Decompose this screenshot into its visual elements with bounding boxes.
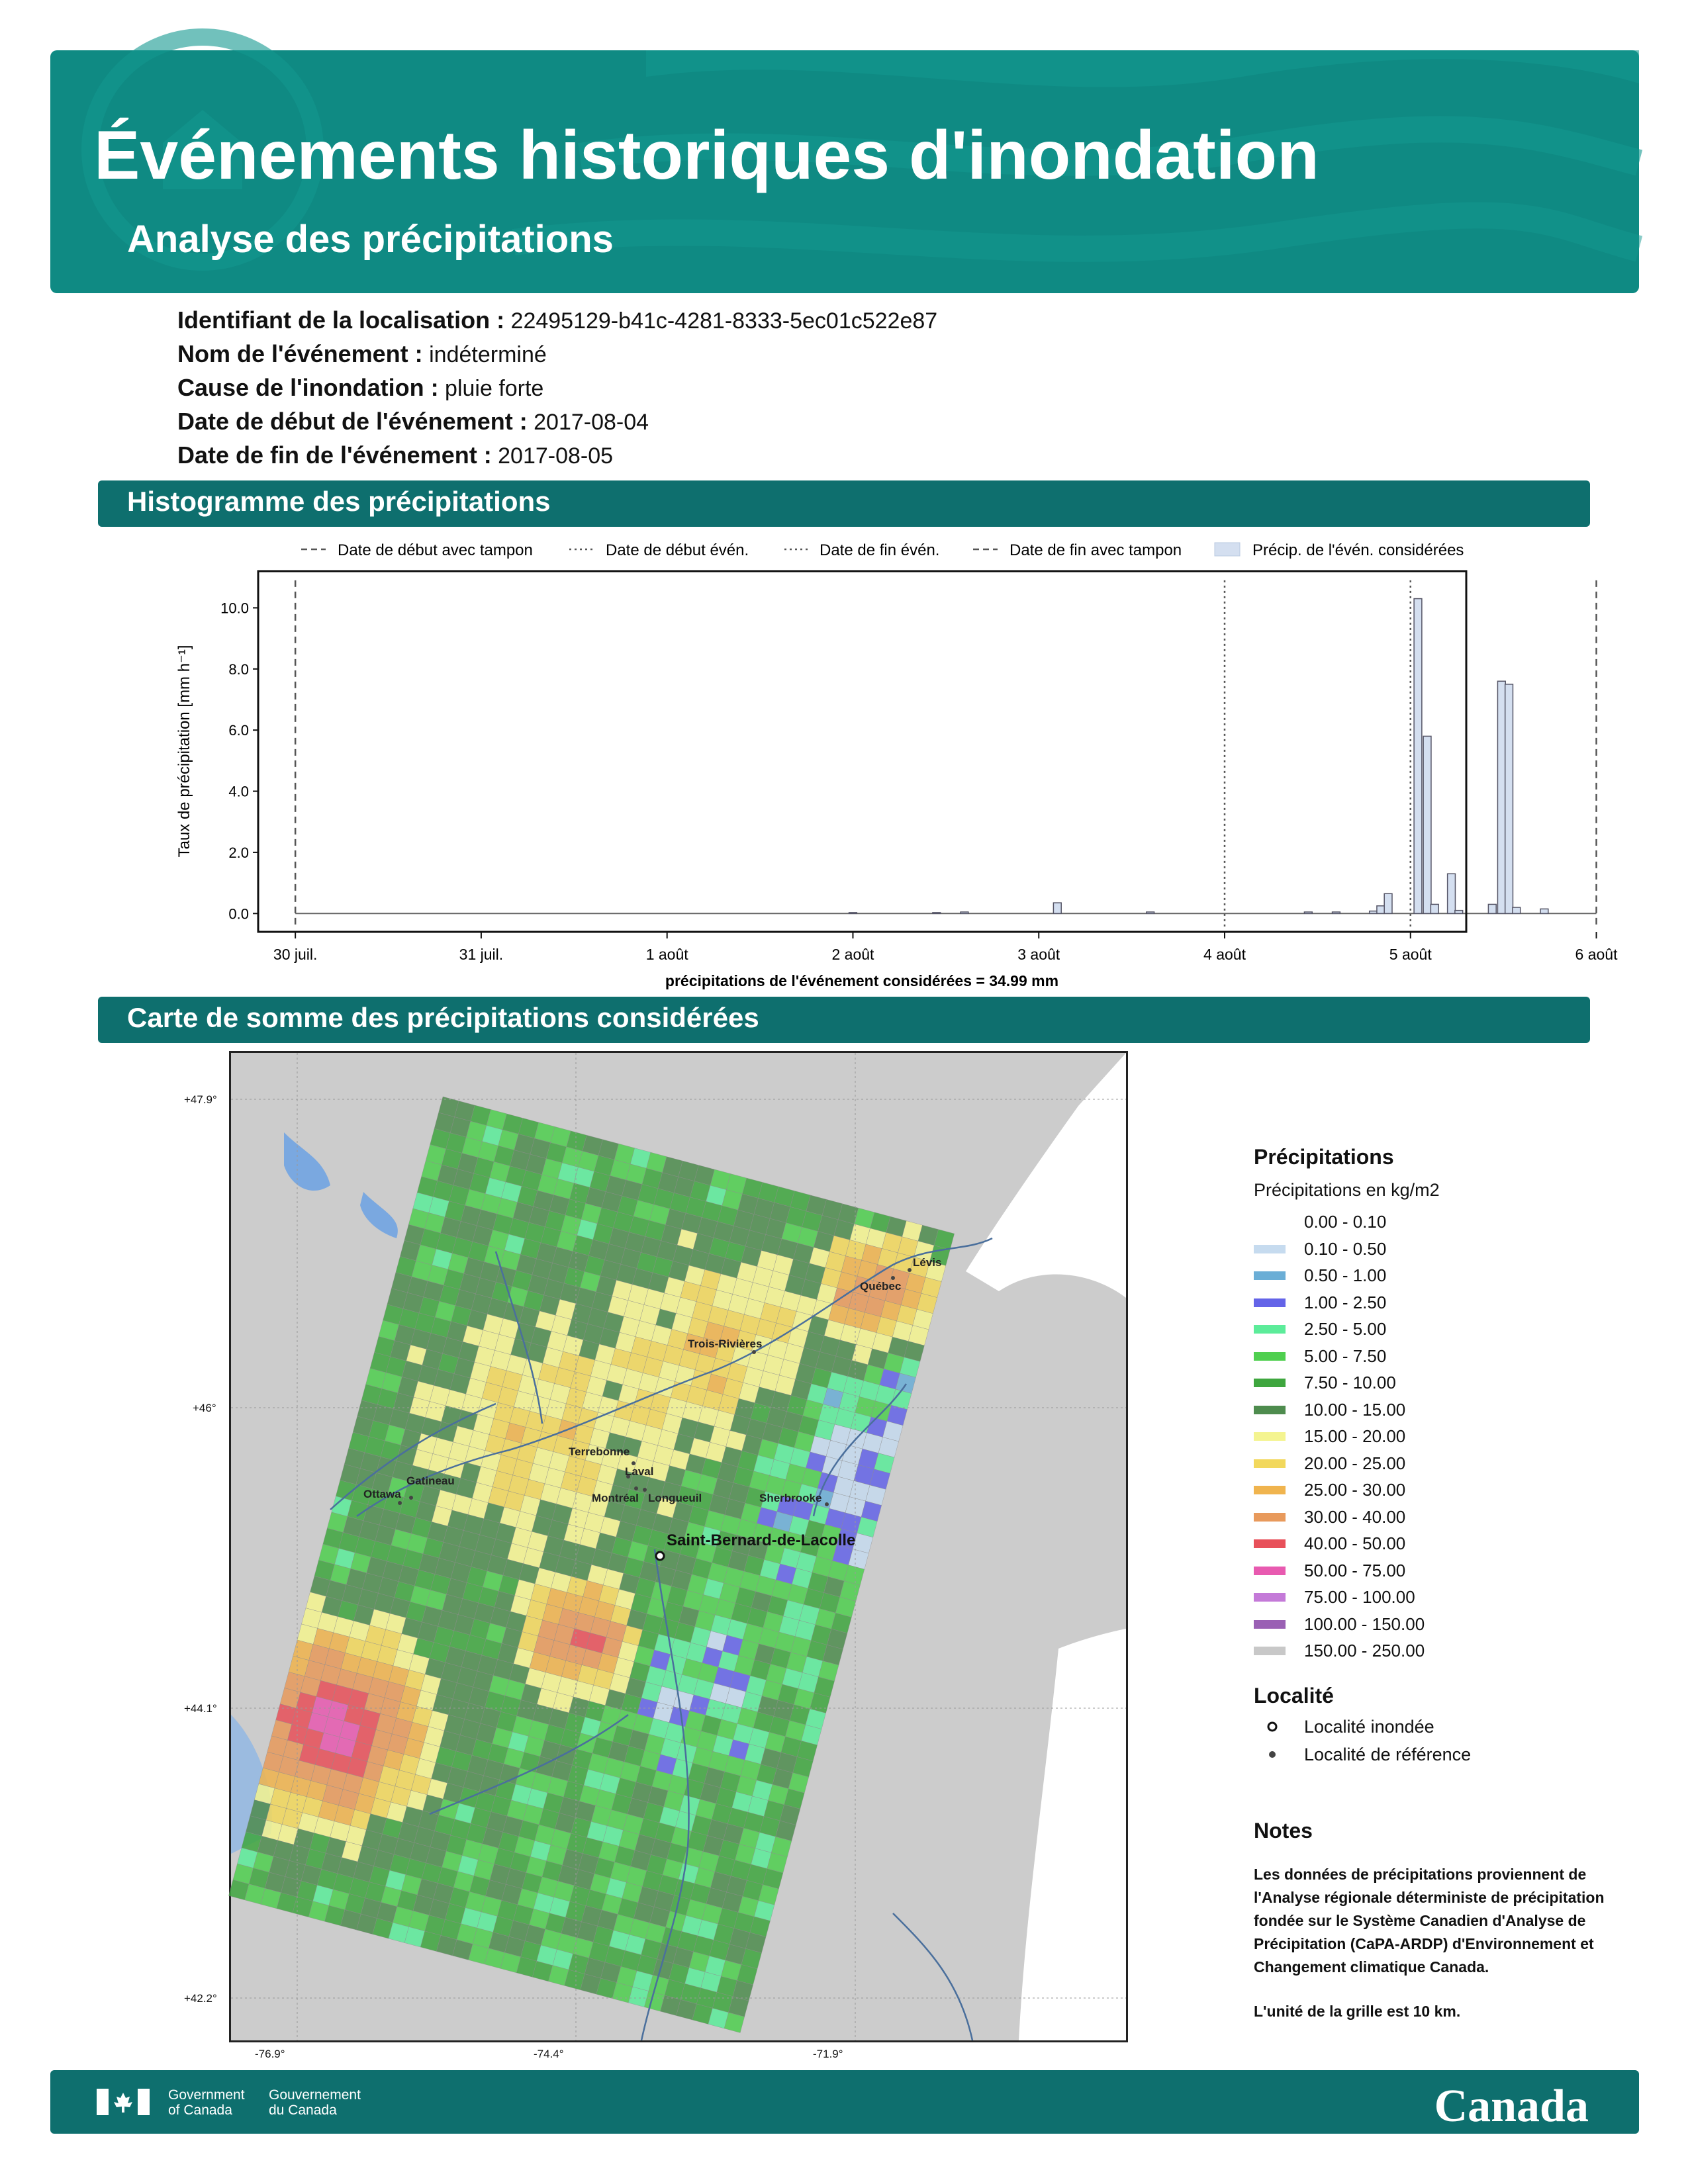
flooded-locality-label: Saint-Bernard-de-Lacolle <box>667 1531 856 1549</box>
info-value: pluie forte <box>445 376 544 401</box>
precip-bar <box>1448 874 1456 913</box>
info-label: Date de fin de l'événement : <box>177 441 492 469</box>
info-row-end-date <box>177 438 937 472</box>
legend-swatch <box>1254 1218 1286 1226</box>
precip-bar <box>1423 736 1431 913</box>
legend-swatch <box>1254 1593 1286 1602</box>
gov-en <box>168 2087 245 2118</box>
legend-swatch <box>1254 1620 1286 1629</box>
info-label: Identifiant de la localisation : <box>177 306 505 334</box>
locality-flooded-item <box>1254 1713 1471 1740</box>
legend-item <box>1254 1289 1624 1316</box>
info-value: 2017-08-04 <box>534 410 649 435</box>
info-row-event-name <box>177 337 937 371</box>
locality-flooded-label: Localité inondée <box>1304 1717 1434 1737</box>
x-tick-label: 6 août <box>1575 946 1618 963</box>
locality-reference-item <box>1254 1741 1471 1768</box>
info-row-start-date <box>177 404 937 438</box>
info-value: indéterminé <box>429 342 547 367</box>
legend-item <box>1254 1477 1624 1504</box>
info-label: Date de début de l'événement : <box>177 408 528 435</box>
legend-label: 10.00 - 15.00 <box>1304 1399 1406 1420</box>
legend-item <box>1254 1316 1624 1343</box>
legend-label: 50.00 - 75.00 <box>1304 1560 1406 1580</box>
legend-label: 0.00 - 0.10 <box>1304 1212 1387 1232</box>
map-section-title: Carte de somme des précipitations considérées <box>127 1002 759 1033</box>
legend-event-start: Date de début évén. <box>606 541 749 559</box>
histogram-section-header <box>98 480 1590 527</box>
lon-label: -71.9° <box>813 2048 843 2060</box>
open-circle-icon <box>1266 1720 1279 1733</box>
legend-item <box>1254 1343 1624 1370</box>
legend-item <box>1254 1637 1624 1664</box>
city-label: Montréal <box>592 1492 639 1504</box>
precip-bar <box>1147 912 1154 913</box>
info-row-location-id <box>177 303 937 337</box>
x-tick-label: 5 août <box>1389 946 1432 963</box>
legend-swatch <box>1254 1539 1286 1548</box>
legend-label: 75.00 - 100.00 <box>1304 1587 1415 1607</box>
legend-swatch <box>1254 1271 1286 1280</box>
canada-wordmark: Canada <box>1434 2081 1589 2132</box>
histogram-plot-area <box>220 580 1618 963</box>
notes-title: Notes <box>1254 1819 1313 1843</box>
legend-swatch <box>1254 1432 1286 1441</box>
legend-event-end: Date de fin évén. <box>820 541 940 559</box>
map-legend <box>1254 1145 1624 1664</box>
legend-item <box>1254 1557 1624 1584</box>
legend-swatch <box>1254 1298 1286 1307</box>
precip-bar <box>1540 909 1548 913</box>
legend-swatch <box>1254 1567 1286 1575</box>
legend-label: 30.00 - 40.00 <box>1304 1506 1406 1527</box>
legend-label: 0.10 - 0.50 <box>1304 1238 1387 1259</box>
legend-swatch <box>1254 1647 1286 1655</box>
lat-label: +42.2° <box>184 1992 217 2005</box>
precip-bar <box>1384 893 1392 913</box>
y-tick-label: 2.0 <box>228 844 249 861</box>
legend-item <box>1254 1450 1624 1477</box>
city-label: Longueuil <box>648 1492 702 1504</box>
info-value: 22495129-b41c-4281-8333-5ec01c522e87 <box>510 308 938 334</box>
legend-label: 1.00 - 2.50 <box>1304 1292 1387 1312</box>
legend-label: 0.50 - 1.00 <box>1304 1265 1387 1285</box>
gov-fr-line-2: du Canada <box>269 2103 337 2118</box>
city-label: Laval <box>625 1465 654 1478</box>
map-section-header <box>98 997 1590 1043</box>
legend-item <box>1254 1262 1624 1289</box>
x-tick-label: 30 juil. <box>273 946 318 963</box>
info-value: 2017-08-05 <box>498 443 614 469</box>
y-tick-label: 4.0 <box>228 783 249 800</box>
legend-label: 100.00 - 150.00 <box>1304 1614 1425 1634</box>
legend-swatch <box>1254 1379 1286 1387</box>
precip-bar <box>1304 912 1312 913</box>
precip-bar <box>1053 903 1061 913</box>
legend-item <box>1254 1369 1624 1396</box>
x-axis-label: précipitations de l'événement considérées = 34.99 mm <box>665 972 1059 989</box>
legend-item <box>1254 1504 1624 1531</box>
city-label: Québec <box>860 1280 902 1293</box>
legend-swatch <box>1254 1352 1286 1361</box>
y-axis-label: Taux de précipitation [mm h⁻¹] <box>175 645 193 858</box>
city-label: Gatineau <box>406 1475 455 1487</box>
legend-bars: Précip. de l'évén. considérées <box>1252 541 1464 559</box>
gov-en-line-2: of Canada <box>168 2103 232 2118</box>
gov-en-line-1: Government <box>168 2087 245 2103</box>
legend-label: 20.00 - 25.00 <box>1304 1453 1406 1473</box>
locality-legend <box>1254 1684 1471 1768</box>
precipitation-histogram <box>152 529 1618 993</box>
legend-label: 25.00 - 30.00 <box>1304 1480 1406 1500</box>
legend-label: 2.50 - 5.00 <box>1304 1319 1387 1339</box>
precip-bar <box>1497 681 1505 913</box>
info-label: Cause de l'inondation : <box>177 374 439 401</box>
x-tick-label: 2 août <box>831 946 874 963</box>
legend-label: 5.00 - 7.50 <box>1304 1345 1387 1366</box>
city-label: Terrebonne <box>569 1445 630 1458</box>
canada-flag-icon <box>97 2089 150 2115</box>
x-tick-label: 3 août <box>1017 946 1060 963</box>
histogram-section-title: Histogramme des précipitations <box>127 486 551 517</box>
lat-label: +44.1° <box>184 1702 217 1715</box>
y-tick-label: 10.0 <box>220 600 249 617</box>
city-label: Trois-Rivières <box>688 1338 763 1350</box>
notes <box>1254 1819 1624 2021</box>
histogram-legend <box>301 541 1464 559</box>
header-banner <box>50 50 1639 293</box>
legend-bars-swatch <box>1215 543 1240 556</box>
legend-item <box>1254 1530 1624 1557</box>
x-tick-label: 1 août <box>645 946 688 963</box>
legend-subtitle: Précipitations en kg/m2 <box>1254 1180 1440 1200</box>
precip-bar <box>1333 912 1340 913</box>
city-label: Sherbrooke <box>759 1492 822 1504</box>
gov-fr <box>269 2087 361 2118</box>
lon-label: -74.4° <box>534 2048 564 2060</box>
lat-label: +47.9° <box>184 1093 217 1106</box>
legend-label: 150.00 - 250.00 <box>1304 1641 1425 1661</box>
legend-items <box>1254 1208 1624 1664</box>
notes-grid-unit: L'unité de la grille est 10 km. <box>1254 2003 1461 2020</box>
legend-item <box>1254 1208 1624 1236</box>
plot-frame <box>258 571 1466 932</box>
legend-swatch <box>1254 1486 1286 1494</box>
x-tick-label: 4 août <box>1203 946 1246 963</box>
legend-title: Précipitations <box>1254 1145 1394 1169</box>
legend-item <box>1254 1423 1624 1450</box>
legend-swatch <box>1254 1325 1286 1334</box>
city-label: Lévis <box>913 1256 942 1269</box>
precipitation-map[interactable] <box>229 1051 1128 2042</box>
precip-bar <box>1430 904 1438 913</box>
x-tick-label: 31 juil. <box>459 946 504 963</box>
footer <box>50 2070 1639 2134</box>
y-tick-label: 6.0 <box>228 722 249 739</box>
precip-bar <box>1488 904 1496 913</box>
filled-dot-icon <box>1266 1748 1279 1761</box>
precip-bar <box>1414 599 1422 914</box>
legend-item <box>1254 1396 1624 1424</box>
precip-bar <box>1505 684 1513 913</box>
page-subtitle: Analyse des précipitations <box>127 218 614 261</box>
legend-end-buffer: Date de fin avec tampon <box>1009 541 1182 559</box>
legend-start-buffer: Date de début avec tampon <box>338 541 533 559</box>
lon-label: -76.9° <box>255 2048 285 2060</box>
gov-fr-line-1: Gouvernement <box>269 2087 361 2103</box>
lat-label: +46° <box>193 1402 216 1414</box>
precip-bar <box>1377 906 1385 914</box>
info-row-cause <box>177 371 937 404</box>
city-label: Ottawa <box>363 1488 401 1500</box>
map-canvas <box>231 1053 1126 2040</box>
locality-reference-label: Localité de référence <box>1304 1745 1472 1764</box>
page-title: Événements historiques d'inondation <box>94 117 1319 194</box>
info-label: Nom de l'événement : <box>177 340 423 367</box>
y-tick-label: 8.0 <box>228 660 249 678</box>
y-tick-label: 0.0 <box>228 905 249 923</box>
precip-bar <box>1513 907 1521 913</box>
legend-label: 40.00 - 50.00 <box>1304 1533 1406 1553</box>
locality-title: Localité <box>1254 1684 1334 1707</box>
precip-bar <box>1370 911 1378 914</box>
legend-swatch <box>1254 1459 1286 1468</box>
precip-bar <box>1455 911 1463 914</box>
legend-item <box>1254 1236 1624 1263</box>
legend-swatch <box>1254 1406 1286 1414</box>
notes-text: Les données de précipitations proviennent de l'Analyse régionale déterministe de précipitation fondée sur le Système Canadien d'Analyse de Précipitation (CaPA-ARDP) d'Environnement et Changement climatique Canada. <box>1254 1866 1605 1976</box>
event-info <box>177 303 937 472</box>
legend-item <box>1254 1584 1624 1611</box>
legend-label: 7.50 - 10.00 <box>1304 1373 1396 1392</box>
legend-item <box>1254 1611 1624 1638</box>
precip-bar <box>961 912 968 913</box>
legend-label: 15.00 - 20.00 <box>1304 1426 1406 1446</box>
legend-swatch <box>1254 1245 1286 1253</box>
legend-swatch <box>1254 1513 1286 1522</box>
